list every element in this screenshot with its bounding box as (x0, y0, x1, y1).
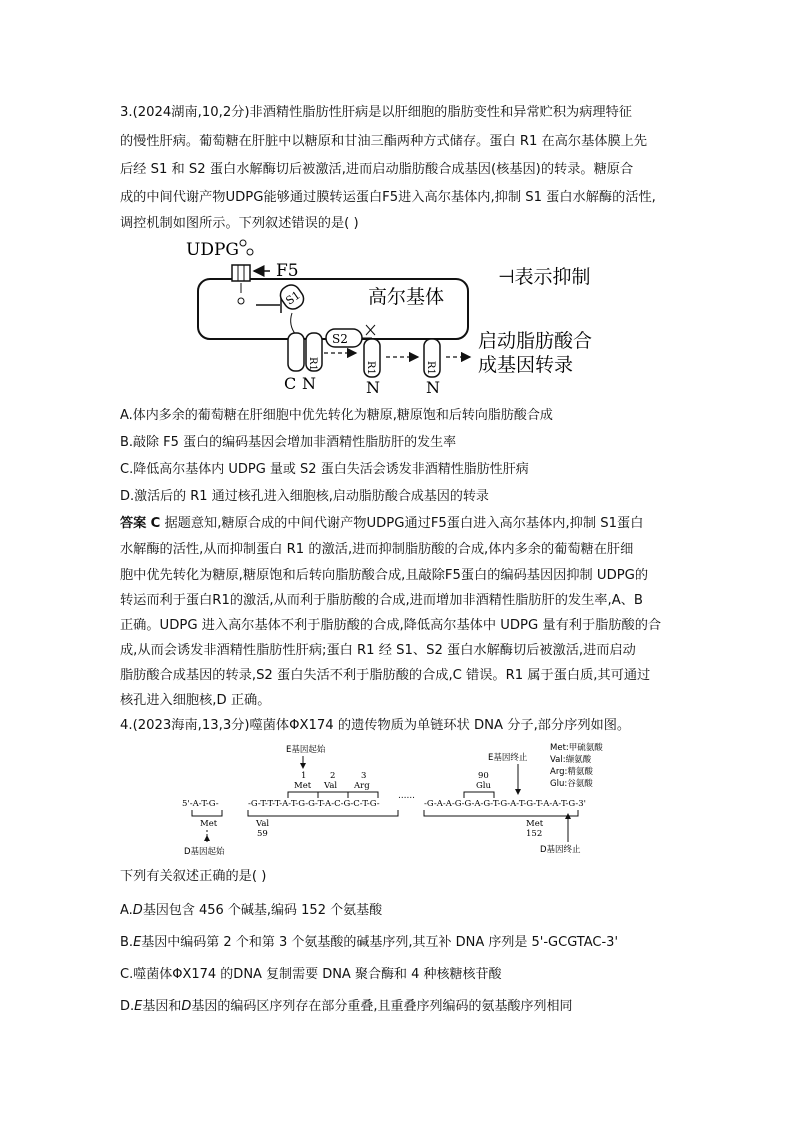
c-terminus-label: C (284, 374, 297, 393)
answer-letter: C (150, 516, 161, 531)
answer-line-1: 据题意知,糖原合成的中间代谢产物UDPG通过F5蛋白进入高尔基体内,抑制 S1蛋白 (164, 516, 644, 531)
codon-number: 3 (361, 771, 367, 781)
amino-acid: Glu (476, 781, 491, 791)
answer-line-4: 转运而利于蛋白R1的激活,从而利于脂肪酸的合成,进而增加非酒精性脂肪肝的发生率,A、B (120, 593, 643, 608)
sequence-left: 5'-A-T-G- (182, 799, 219, 809)
codon-number: 152 (526, 829, 543, 839)
r1-label: R1 (425, 361, 436, 375)
answer-line-7: 脂肪酸合成基因的转录,S2 蛋白失活不利于脂肪酸的合成,C 错误。R1 属于蛋白质,其可通过 (120, 668, 651, 683)
codon-number: 59 (257, 829, 268, 839)
legend-glu: Glu:谷氨酸 (550, 779, 593, 789)
answer-line-3: 胞中优先转化为糖原,糖原饱和后转向脂肪酸合成,且敲除F5蛋白的编码基因因抑制 UDPG的 (120, 568, 649, 583)
q3-option-b: B.敲除 F5 蛋白的编码基因会增加非酒精性脂肪肝的发生率 (120, 435, 457, 450)
udpg-molecule (247, 249, 253, 255)
codon-number: 2 (330, 771, 336, 781)
sequence-middle: -G-T-T-T-A-T-G-G-T-A-C-G-C-T-G- (248, 799, 380, 809)
udpg-molecule (240, 240, 246, 246)
amino-acid: Met (200, 819, 218, 829)
legend-arg: Arg:精氨酸 (550, 767, 593, 777)
q3-stem-line-3: 后经 S1 和 S2 蛋白水解酶切后被激活,进而启动脂肪酸合成基因(核基因)的转录。糖原合 (120, 162, 634, 177)
n-terminus-label: N (302, 374, 316, 393)
q4-sequence-diagram (178, 738, 628, 860)
sequence-right: -G-A-A-G-G-A-G-T-G-A-T-G-T-A-A-T-G-3' (424, 799, 586, 809)
s2-label: S2 (332, 332, 348, 346)
golgi-label: 高尔基体 (368, 286, 445, 308)
q3-stem-line-4: 成的中间代谢产物UDPG能够通过膜转运蛋白F5进入高尔基体内,抑制 S1 蛋白水解酶的活性, (120, 190, 656, 205)
amino-acid: Arg (354, 781, 370, 791)
r1-label: R1 (307, 357, 318, 371)
e-gene-start-label: E基因起始 (286, 745, 326, 755)
n-terminus-label: N (366, 378, 380, 393)
q3-option-c: C.降低高尔基体内 UDPG 量或 S2 蛋白失活会诱发非酒精性脂肪性肝病 (120, 462, 529, 477)
q4-option-a: A.D基因包含 456 个碱基,编码 152 个氨基酸 (120, 903, 383, 918)
q4-stem: 4.(2023海南,13,3分)噬菌体ΦX174 的遗传物质为单链环状 DNA 分子,部分序列如图。 (120, 718, 631, 733)
q3-option-a: A.体内多余的葡萄糖在肝细胞中优先转化为糖原,糖原饱和后转向脂肪酸合成 (120, 408, 553, 423)
amino-acid: Val (256, 819, 270, 829)
udpg-inside (238, 298, 244, 304)
answer-line-5: 正确。UDPG 进入高尔基体不利于脂肪酸的合成,降低高尔基体中 UDPG 量有利于脂肪酸的合 (120, 618, 662, 633)
answer-line-8: 核孔进入细胞核,D 正确。 (120, 693, 271, 708)
sequence-gap: …… (398, 791, 415, 801)
q3-stem-line-2: 的慢性肝病。葡萄糖在肝脏中以糖原和甘油三酯两种方式储存。蛋白 R1 在高尔基体膜上先 (120, 134, 648, 149)
r1-c-part (288, 333, 304, 371)
outcome-line-1: 启动脂肪酸合 (478, 330, 593, 352)
q3-regulation-diagram (180, 233, 620, 393)
amino-acid: Met (294, 781, 312, 791)
s1-label: S1 (283, 288, 303, 308)
d-gene-end-label: D基因终止 (540, 845, 581, 855)
amino-acid: Met (526, 819, 544, 829)
answer-line-6: 成,从而会诱发非酒精性脂肪性肝病;蛋白 R1 经 S1、S2 蛋白水解酶切后被激活,进而启动 (120, 643, 636, 658)
q4-option-c: C.噬菌体ΦX174 的DNA 复制需要 DNA 聚合酶和 4 种核糖核苷酸 (120, 967, 502, 982)
codon-number: 90 (478, 771, 489, 781)
q3-stem-line-5: 调控机制如图所示。下列叙述错误的是( ) (120, 216, 359, 231)
outcome-line-2: 成基因转录 (478, 354, 574, 376)
f5-transporter (232, 265, 250, 281)
f5-label: F5 (276, 261, 299, 281)
codon-number: 1 (301, 771, 307, 781)
n-terminus-label: N (426, 378, 440, 393)
q4-option-b: B.E基因中编码第 2 个和第 3 个氨基酸的碱基序列,其互补 DNA 序列是 5'-GCGTAC-3' (120, 935, 619, 950)
q4-option-d: D.E基因和D基因的编码区序列存在部分重叠,且重叠序列编码的氨基酸序列相同 (120, 999, 573, 1014)
q3-stem-line-1: 3.(2024湖南,10,2分)非酒精性脂肪性肝病是以肝细胞的脂肪变性和异常贮积为病理特征 (120, 105, 632, 120)
legend-val: Val:缬氨酸 (550, 755, 592, 765)
legend-met: Met:甲硫氨酸 (550, 743, 603, 753)
amino-acid: Val (324, 781, 338, 791)
q4-lead: 下列有关叙述正确的是( ) (120, 869, 267, 884)
d-gene-start-label: D基因起始 (184, 847, 225, 857)
inhibit-legend: ⊣表示抑制 (498, 266, 591, 288)
answer-label: 答案 (120, 516, 147, 531)
r1-label: R1 (365, 361, 376, 375)
q3-option-d: D.激活后的 R1 通过核孔进入细胞核,启动脂肪酸合成基因的转录 (120, 489, 489, 504)
e-gene-end-label: E基因终止 (488, 753, 528, 763)
udpg-label: UDPG (186, 240, 239, 260)
answer-line-2: 水解酶的活性,从而抑制蛋白 R1 的激活,进而抑制脂肪酸的合成,体内多余的葡萄糖在肝细 (120, 542, 634, 557)
